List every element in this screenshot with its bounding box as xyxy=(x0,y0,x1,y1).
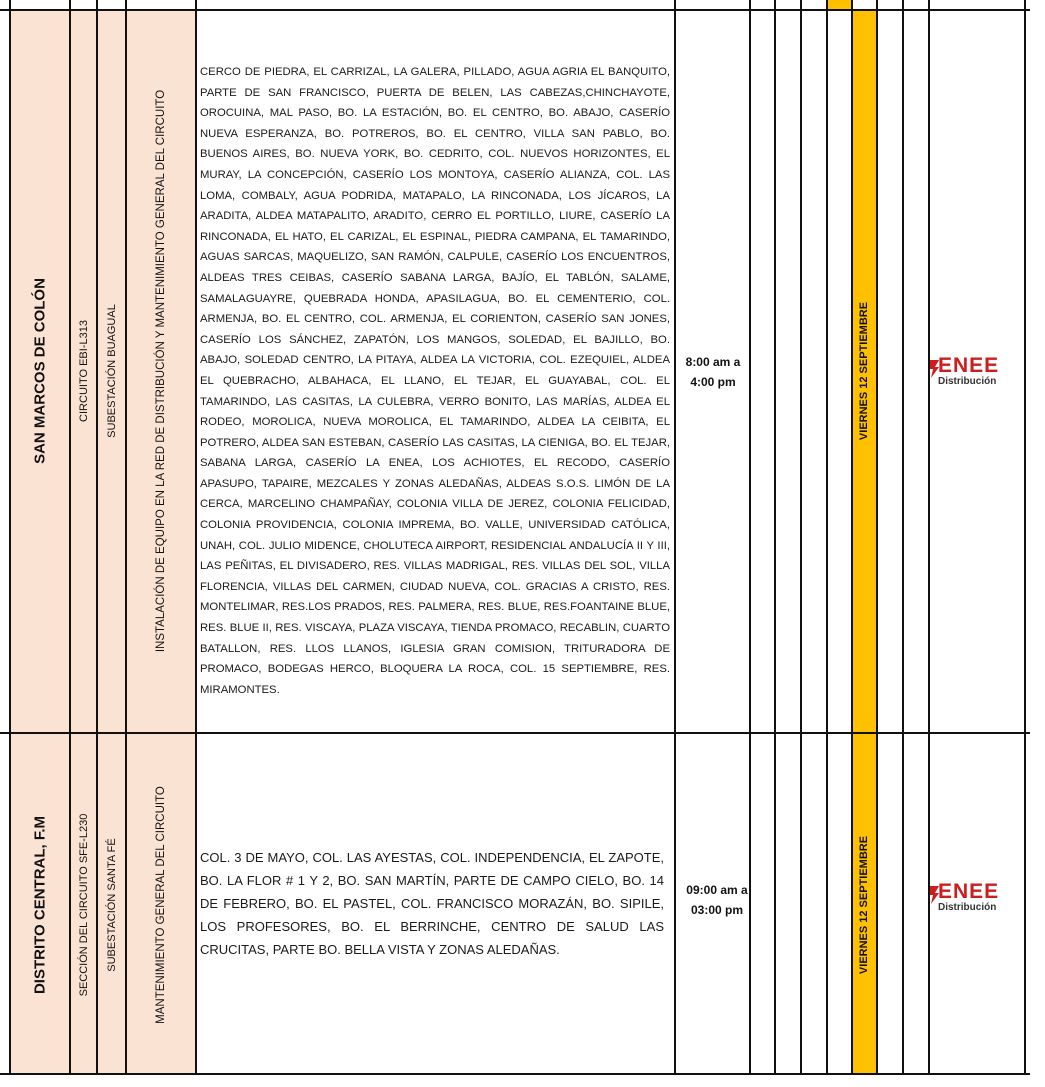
row2-city-cell xyxy=(10,734,70,1075)
grid-v-0 xyxy=(9,0,11,1075)
row2-circuit: SECCIÓN DEL CIRCUITO SFE-L230 xyxy=(77,813,90,996)
row2-enee-logo xyxy=(930,882,1022,922)
row1-circuit: CIRCUITO EBI-L313 xyxy=(77,320,90,422)
grid-v-7 xyxy=(774,0,776,1075)
row2-work-cell xyxy=(126,734,196,1075)
row2-time-start: 09:00 am a xyxy=(686,883,748,897)
grid-v-12 xyxy=(902,0,904,1075)
grid-v-6 xyxy=(749,0,751,1075)
row1-work-cell xyxy=(126,10,196,732)
row1-time-start: 8:00 am a xyxy=(685,355,741,369)
row1-work-description: INSTALACIÓN DE EQUIPO EN LA RED DE DISTRIBUCIÓN Y MANTENIMIENTO GENERAL DEL CIRCUITO xyxy=(155,89,167,653)
grid-v-8 xyxy=(800,0,802,1075)
grid-v-13 xyxy=(928,0,930,1075)
row2-logo-sub: Distribución xyxy=(938,902,997,913)
grid-v-11 xyxy=(876,0,878,1075)
row2-locations: COL. 3 DE MAYO, COL. LAS AYESTAS, COL. INDEPENDENCIA, EL ZAPOTE, BO. LA FLOR # 1 Y 2, BO. SAN MARTÍN, PARTE DE CAMPO CIELO, BO. 14 DE FEBRERO, BO. EL PASTEL, COL. FRANCISCO MORAZÁN, BO. SIPILE, LOS PROFESORES, BO. EL BERRINCHE, CENTRO DE SALUD LAS CRUCITAS, PARTE BO. BELLA VISTA Y ZONAS ALEDAÑAS. xyxy=(200,850,664,957)
row1-enee-logo xyxy=(930,356,1022,396)
row1-date-cell xyxy=(852,10,876,732)
row1-circuit-cell xyxy=(70,10,97,732)
row1-time-end: 4:00 pm xyxy=(690,375,736,389)
row1-city-cell xyxy=(10,10,70,732)
row2-time xyxy=(676,880,758,920)
grid-v-4 xyxy=(195,0,197,1075)
row2-logo-main: ENEE xyxy=(938,880,1000,903)
row2-work-description: MANTENIMIENTO GENERAL DEL CIRCUITO xyxy=(155,785,167,1024)
row2-enee-bolt-icon xyxy=(930,886,939,904)
row2-date-cell xyxy=(852,734,876,1075)
grid-v-14 xyxy=(1024,0,1026,1075)
row1-enee-bolt-icon xyxy=(930,360,939,378)
grid-v-10 xyxy=(851,0,853,1075)
row1-date: VIERNES 12 SEPTIEMBRE xyxy=(858,301,870,441)
grid-v-5 xyxy=(674,0,676,1075)
row1-substation: SUBESTACIÓN BUAGUAL xyxy=(105,304,118,438)
row2-time-end: 03:00 pm xyxy=(690,903,744,917)
row2-substation-cell xyxy=(97,734,126,1075)
grid-v-1 xyxy=(69,0,71,1075)
row1-locations: CERCO DE PIEDRA, EL CARRIZAL, LA GALERA, PILLADO, AGUA AGRIA EL BANQUITO, PARTE DE SAN FRANCISCO, PUERTA DE BELEN, LAS CABEZAS,CHINCHAYOTE, OROCUINA, MAL PASO, BO. LA ESTACIÓN, BO. EL CENTRO, BO. ABAJO, CASERÍO NUEVA ESPERANZA, BO. POTREROS, BO. EL CENTRO, VILLA SAN PABLO, BO. BUENOS AIRES, BO. NUEVA YORK, BO. CEDRITO, COL. NUEVOS HORIZONTES, EL MURAY, LA CONCEPCIÓN, CASERÍO LOS MONTOYA, CASERÍO ALIANZA, COL. LAS LOMA, COMBALY, AGUA PODRIDA, MATAPALO, LA RINCONADA, LOS JÍCAROS, LA ARADITA, ALDEA MATAPALITO, ARADITO, CERRO EL PORTILLO, LIURE, CASERÍO LA RINCONADA, EL HATO, EL CARIZAL, EL ESPINAL, PIEDRA CAMPANA, EL TAMARINDO, AGUAS SARCAS, MAQUELIZO, SAN RAMÓN, CALPULE, CASERÍO LOS ENCUENTROS, ALDEAS TRES CEIBAS, CASERÍO SABANA LARGA, BAJÍO, EL TABLÓN, SALAME, SAMALAGUAYRE, QUEBRADA HONDA, APASILAGUA, BO. EL CEMENTERIO, COL. ARMENJA, BO. EL CENTRO, COL. ARMENJA, EL CORIENTON, CASERÍO SAN JONES, CASERÍO LOS SÁNCHEZ, ZAPATÓN, LOS MANGOS, SOLEDAD, EL BAJILLO, BO. ABAJO, SOLEDAD CENTRO, LA PITAYA, ALDEA LA VICTORIA, COL. EZEQUIEL, ALDEA EL QUEBRACHO, ALBAHACA, EL LLANO, EL TEJAR, EL GUAYABAL, COL. EL TAMARINDO, LAS CASITAS, LA CULEBRA, VERRO BONITO, LAS MARÍAS, ALDEA EL RODEO, MOROLICA, NUEVA MOROLICA, EL TAMARINDO, ALDEA LA CEIBITA, EL POTRERO, ALDEA SAN ESTEBAN, CASERÍO LAS CASITAS, LA CIENIGA, BO. EL TEJAR, SABANA LARGA, CASERÍO LA ENEA, LOS ACHIOTES, EL RECODO, CASERÍO APASUPO, TAPAIRE, MEZCALES Y ZONAS ALEDAÑAS, ALDEAS S.O.S. LIMÓN DE LA CERCA, MARCELINO CHAMPAÑAY, COLONIA VILLA DE JEREZ, COLONIA FELICIDAD, COLONIA PROVIDENCIA, COLONIA IMPREMA, BO. VALLE, UNIVERSIDAD CATÓLICA, UNAH, COL. JULIO MIDENCE, CHOLUTECA AIRPORT, RESIDENCIAL ANDALUCÍA II Y III, LAS PEÑITAS, EL DIVISADERO, RES. VILLAS MADRIGAL, RES. VILLAS DEL SOL, VILLA FLORENCIA, VILLAS DEL CARMEN, CIUDAD NUEVA, COL. GRACIAS A CRISTO, RES. MONTELIMAR, RES.LOS PRADOS, RES. PALMERA, RES. BLUE, RES.FOANTAINE BLUE, RES. BLUE II, RES. VISCAYA, PLAZA VISCAYA, TIENDA PROMACO, RECABLIN, CUARTO BATALLON, RES. LLOS LLANOS, IGLESIA GRAN COMISION, TRITURADORA DE PROMACO, BODEGAS HERCO, BLOQUERA LA ROCA, COL. 15 SEPTIEMBRE, RES. MIRAMONTES. xyxy=(200,66,670,696)
grid-v-3 xyxy=(125,0,127,1075)
row2-date: VIERNES 12 SEPTIEMBRE xyxy=(858,835,870,974)
row1-substation-cell xyxy=(97,10,126,732)
row2-substation: SUBESTACIÓN SANTA FÉ xyxy=(105,837,118,972)
row1-city: SAN MARCOS DE COLÓN xyxy=(31,278,49,464)
row2-city: DISTRITO CENTRAL, F.M xyxy=(31,815,49,994)
grid-v-2 xyxy=(96,0,98,1075)
row2-circuit-cell xyxy=(70,734,97,1075)
row1-logo-main: ENEE xyxy=(938,354,1000,377)
grid-v-9 xyxy=(826,0,828,1075)
row1-logo-sub: Distribución xyxy=(938,376,997,387)
row1-time xyxy=(676,352,750,392)
